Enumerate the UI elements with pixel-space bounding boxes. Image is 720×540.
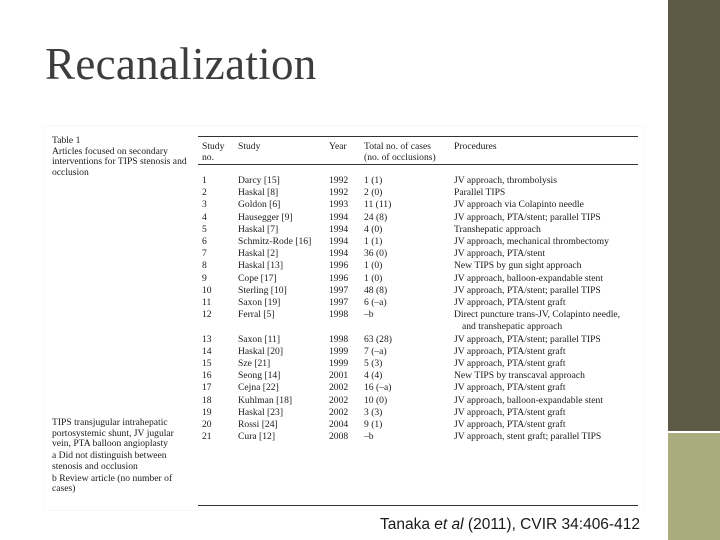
cell-procedures: Direct puncture trans-JV, Colapinto needle,: [454, 309, 621, 321]
header-year-label: Year: [329, 141, 347, 152]
cell-year: 1999: [329, 345, 349, 357]
cell-cases: 1 (1): [364, 175, 383, 186]
cell-study-no: 16: [202, 370, 212, 382]
cell-year: 2001: [329, 370, 349, 382]
cell-procedures: JV approach, balloon-expandable stent: [454, 272, 604, 284]
cell-procedures: Parallel TIPS: [454, 187, 506, 199]
table-caption: [52, 136, 192, 179]
cell-cases: –b: [364, 309, 374, 321]
cell-year: 1997: [329, 297, 349, 308]
cell-year: 1998: [329, 309, 349, 321]
cell-cases: 2 (0): [364, 187, 383, 199]
cell-cases: 16 (–a): [364, 382, 392, 394]
cell-cases: 4 (0): [364, 223, 383, 235]
cell-study-no: 5: [202, 223, 207, 235]
header-study-label: Study: [238, 141, 261, 152]
cell-study: Sterling [10]: [238, 284, 287, 296]
cell-study: Saxon [19]: [238, 297, 281, 308]
cell-cases: 4 (4): [364, 370, 383, 382]
cell-cases: 48 (8): [364, 284, 388, 296]
cell-procedures-continued: and transhepatic approach: [462, 321, 563, 333]
cell-study-no: 21: [202, 431, 212, 443]
cell-study-no: 18: [202, 394, 212, 406]
cell-cases: 7 (–a): [364, 345, 387, 357]
header-year: [329, 142, 347, 153]
cell-study-no: 2: [202, 187, 207, 199]
cell-procedures: JV approach, PTA/stent: [454, 248, 545, 260]
cell-procedures: JV approach, stent graft; parallel TIPS: [454, 431, 602, 443]
cell-cases: 63 (28): [364, 333, 392, 345]
cell-study: Sze [21]: [238, 358, 271, 369]
cell-study-no: 7: [202, 248, 207, 260]
cell-study: Ferral [5]: [238, 309, 275, 321]
citation-etal: et al: [434, 516, 464, 533]
footnote-a: a Did not distinguish between stenosis and occlusion: [52, 450, 167, 472]
cell-study-no: 9: [202, 272, 207, 284]
cell-year: 1992: [329, 187, 349, 199]
cell-cases: 5 (3): [364, 358, 383, 369]
cell-procedures: JV approach, balloon-expandable stent: [454, 394, 604, 406]
cell-study: Cura [12]: [238, 431, 276, 443]
cell-year: 1994: [329, 236, 349, 247]
header-procedures-label: Procedures: [454, 141, 497, 152]
cell-cases: 10 (0): [364, 394, 388, 406]
cell-procedures: JV approach, PTA/stent graft: [454, 297, 566, 308]
cell-study-no: 17: [202, 382, 212, 394]
citation-rest: (2011), CVIR 34:406-412: [463, 516, 640, 533]
cell-study-no: 12: [202, 309, 212, 321]
cell-year: 2002: [329, 406, 349, 418]
cell-cases: 1 (0): [364, 272, 383, 284]
cell-cases: 3 (3): [364, 406, 383, 418]
table-caption-text: Articles focused on secondary interventions for TIPS stenosis and occlusion: [52, 145, 187, 179]
cell-study: Schmitz-Rode [16]: [238, 236, 312, 247]
cell-year: 1996: [329, 260, 349, 272]
cell-procedures: JV approach, PTA/stent graft: [454, 345, 566, 357]
cell-study: Haskal [8]: [238, 187, 279, 199]
header-cases-line1: Total no. of cases: [364, 141, 431, 152]
cell-study-no: 14: [202, 345, 212, 357]
cell-procedures: New TIPS by transcaval approach: [454, 370, 585, 382]
footnote-b: b Review article (no number of cases): [52, 472, 173, 495]
cell-study: Haskal [13]: [238, 260, 284, 272]
cell-procedures: JV approach, PTA/stent graft: [454, 382, 566, 394]
cell-study: Hausegger [9]: [238, 211, 293, 223]
cell-cases: 1 (1): [364, 236, 383, 247]
table-rule-header: [198, 164, 638, 165]
cell-procedures: JV approach, mechanical thrombectomy: [454, 236, 609, 247]
cell-procedures: JV approach, PTA/stent graft: [454, 406, 566, 418]
cell-cases: 9 (1): [364, 419, 383, 430]
cell-procedures: JV approach, PTA/stent; parallel TIPS: [454, 284, 601, 296]
cell-study-no: 3: [202, 199, 207, 211]
cell-study-no: 13: [202, 333, 212, 345]
cell-year: 1996: [329, 272, 349, 284]
cell-study: Darcy [15]: [238, 175, 280, 186]
cell-study-no: 1: [202, 175, 207, 186]
cell-cases: 11 (11): [364, 199, 392, 211]
cell-study-no: 11: [202, 297, 212, 308]
cell-procedures: JV approach, PTA/stent graft: [454, 358, 566, 369]
cell-procedures: JV approach, PTA/stent graft: [454, 419, 566, 430]
cell-study-no: 4: [202, 211, 207, 223]
cell-study-no: 10: [202, 284, 212, 296]
cell-procedures: JV approach, PTA/stent; parallel TIPS: [454, 333, 601, 345]
accent-bar-top: [668, 0, 720, 431]
cell-study: Saxon [11]: [238, 333, 281, 345]
table-image: [44, 126, 644, 510]
cell-year: 2004: [329, 419, 349, 430]
cell-study-no: 8: [202, 260, 207, 272]
cell-procedures: JV approach via Colapinto needle: [454, 199, 584, 211]
cell-study-no: 19: [202, 406, 212, 418]
header-study-no-line1: Study: [202, 141, 225, 152]
cell-year: 1993: [329, 199, 349, 211]
cell-study: Haskal [20]: [238, 345, 284, 357]
citation: [380, 516, 640, 534]
header-procedures: [454, 142, 497, 153]
cell-study: Rossi [24]: [238, 419, 278, 430]
header-cases: [364, 142, 436, 163]
header-study: [238, 142, 260, 153]
cell-year: 1994: [329, 248, 349, 260]
slide-title: Recanalization: [45, 39, 317, 89]
cell-year: 1997: [329, 284, 349, 296]
accent-bar-bottom: [668, 433, 720, 540]
cell-cases: 6 (–a): [364, 297, 387, 308]
cell-year: 2002: [329, 382, 349, 394]
cell-study-no: 15: [202, 358, 212, 369]
cell-study: Haskal [7]: [238, 223, 279, 235]
cell-study-no: 20: [202, 419, 212, 430]
table-rule-top: [198, 136, 638, 137]
cell-year: 2002: [329, 394, 349, 406]
table-rule-bottom: [198, 505, 638, 506]
header-cases-line2: (no. of occlusions): [364, 151, 436, 163]
cell-study: Haskal [23]: [238, 406, 284, 418]
cell-procedures: Transhepatic approach: [454, 223, 541, 235]
cell-study: Seong [14]: [238, 370, 281, 382]
header-study-no: [202, 142, 224, 163]
cell-study: Cejna [22]: [238, 382, 279, 394]
cell-procedures: JV approach, PTA/stent; parallel TIPS: [454, 211, 601, 223]
footnote-abbreviations: TIPS transjugular intrahepatic portosystemic shunt, JV jugular vein, PTA balloon angioplasty: [52, 417, 174, 450]
cell-study: Kuhlman [18]: [238, 394, 293, 406]
citation-authors: Tanaka: [380, 516, 430, 533]
cell-study: Goldon [6]: [238, 199, 281, 211]
cell-study: Haskal [2]: [238, 248, 279, 260]
cell-year: 1994: [329, 211, 349, 223]
cell-year: 1999: [329, 358, 349, 369]
cell-cases: –b: [364, 431, 374, 443]
right-accent-bar: [668, 0, 720, 540]
cell-study: Cope [17]: [238, 272, 277, 284]
cell-cases: 36 (0): [364, 248, 388, 260]
header-study-no-line2: no.: [202, 151, 214, 163]
cell-cases: 24 (8): [364, 211, 388, 223]
cell-procedures: JV approach, thrombolysis: [454, 175, 557, 186]
cell-year: 1998: [329, 333, 349, 345]
cell-year: 2008: [329, 431, 349, 443]
cell-study-no: 6: [202, 236, 207, 247]
table-footnotes: [52, 418, 192, 496]
cell-year: 1994: [329, 223, 349, 235]
cell-cases: 1 (0): [364, 260, 383, 272]
cell-year: 1992: [329, 175, 349, 186]
cell-procedures: New TIPS by gun sight approach: [454, 260, 582, 272]
table-caption-label: Table 1: [52, 135, 81, 146]
